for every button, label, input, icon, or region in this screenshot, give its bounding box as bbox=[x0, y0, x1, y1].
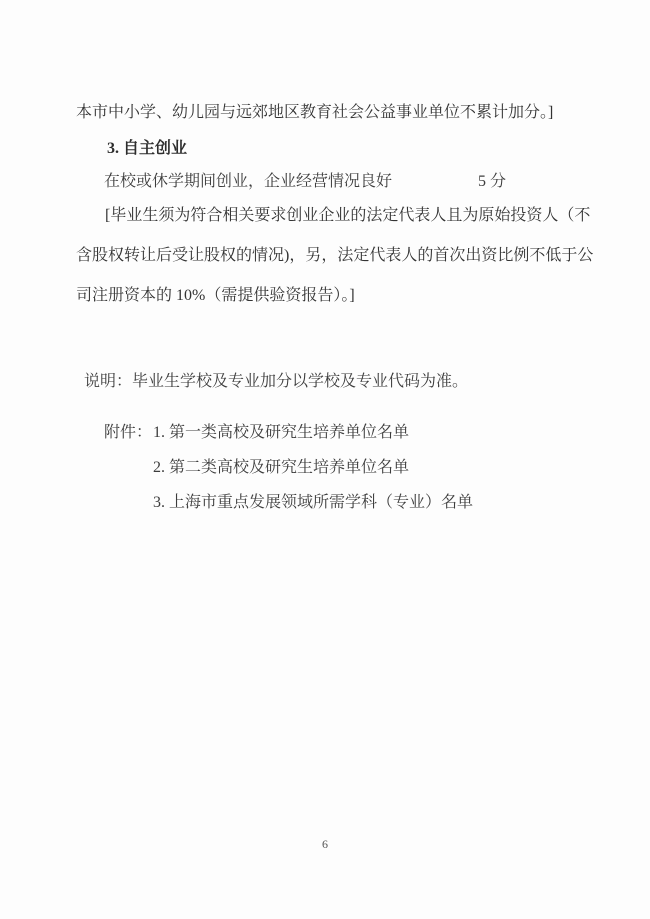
attachment-item-2: 2. 第二类高校及研究生培养单位名单 bbox=[153, 459, 410, 476]
note-paragraph-line-1: [毕业生须为符合相关要求创业企业的法定代表人且为原始投资人（不 bbox=[105, 207, 591, 224]
paragraph-continuation-line: 本市中小学、幼儿园与远郊地区教育社会公益事业单位不累计加分。] bbox=[76, 104, 554, 121]
page-number: 6 bbox=[322, 837, 328, 851]
note-paragraph-line-2: 含股权转让后受让股权的情况)，另，法定代表人的首次出资比例不低于公 bbox=[76, 247, 594, 264]
explanation-line: 说明：毕业生学校及专业加分以学校及专业代码为准。 bbox=[84, 373, 469, 390]
attachments-label: 附件： bbox=[104, 424, 153, 441]
attachment-item-1: 1. 第一类高校及研究生培养单位名单 bbox=[153, 424, 410, 441]
section-heading: 3. 自主创业 bbox=[107, 140, 188, 157]
attachment-item-3: 3. 上海市重点发展领域所需学科（专业）名单 bbox=[153, 494, 474, 511]
note-paragraph-line-3: 司注册资本的 10%（需提供验资报告）。] bbox=[76, 287, 355, 304]
score-item-value: 5 分 bbox=[478, 173, 507, 190]
score-item-text: 在校或休学期间创业，企业经营情况良好 bbox=[104, 173, 393, 190]
